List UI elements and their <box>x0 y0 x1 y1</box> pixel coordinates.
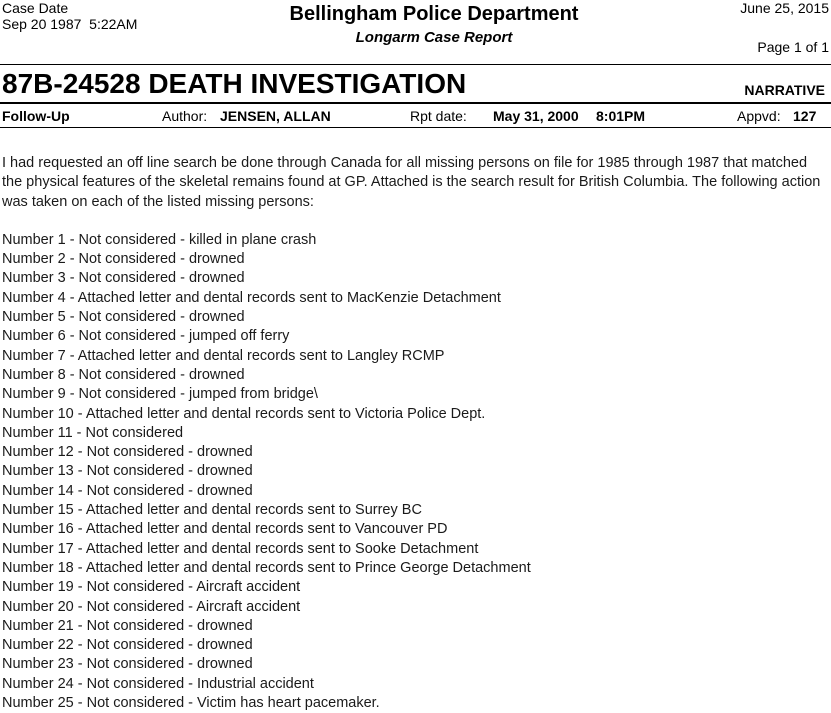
list-item: Number 2 - Not considered - drowned <box>2 251 245 268</box>
missing-persons-list <box>2 231 828 713</box>
page-number: Page 1 of 1 <box>757 39 829 55</box>
approved-value: 127 <box>793 108 817 124</box>
list-item: Number 18 - Attached letter and dental records sent to Prince George Detachment <box>2 559 531 576</box>
list-item: Number 17 - Attached letter and dental records sent to Sooke Detachment <box>2 540 479 557</box>
section-label: NARRATIVE <box>744 82 825 98</box>
approved-label: Appvd: <box>737 108 781 124</box>
header-divider <box>0 64 831 65</box>
list-item: Number 14 - Not considered - drowned <box>2 482 253 499</box>
list-item: Number 21 - Not considered - drowned <box>2 617 253 634</box>
author-name: JENSEN, ALLAN <box>220 108 331 124</box>
list-item: Number 22 - Not considered - drowned <box>2 637 253 654</box>
report-date: May 31, 2000 <box>493 108 579 124</box>
department-title: Bellingham Police Department <box>289 3 579 25</box>
print-date: June 25, 2015 <box>740 0 829 16</box>
list-item: Number 11 - Not considered <box>2 424 184 441</box>
list-item: Number 24 - Not considered - Industrial accident <box>2 675 314 692</box>
report-kind: Follow-Up <box>2 108 70 124</box>
report-time: 8:01PM <box>596 108 646 124</box>
list-item: Number 7 - Attached letter and dental records sent to Langley RCMP <box>2 347 445 364</box>
list-item: Number 3 - Not considered - drowned <box>2 270 245 287</box>
case-heading: 87B-24528 DEATH INVESTIGATION <box>2 68 467 99</box>
list-item: Number 6 - Not considered - jumped off ferry <box>2 328 290 345</box>
report-date-label: Rpt date: <box>410 108 467 124</box>
list-item: Number 16 - Attached letter and dental records sent to Vancouver PD <box>2 521 448 538</box>
author-label: Author: <box>162 108 208 124</box>
report-type-title: Longarm Case Report <box>355 29 513 46</box>
case-date-label: Case Date <box>2 0 69 16</box>
list-item: Number 19 - Not considered - Aircraft accident <box>2 579 301 596</box>
list-item: Number 20 - Not considered - Aircraft accident <box>2 598 301 615</box>
list-item: Number 23 - Not considered - drowned <box>2 656 253 673</box>
list-item: Number 12 - Not considered - drowned <box>2 444 253 461</box>
list-item: Number 10 - Attached letter and dental records sent to Victoria Police Dept. <box>2 405 486 422</box>
list-item: Number 15 - Attached letter and dental records sent to Surrey BC <box>2 502 422 519</box>
narrative-body <box>2 154 828 713</box>
list-item: Number 13 - Not considered - drowned <box>2 463 253 480</box>
list-item: Number 4 - Attached letter and dental records sent to MacKenzie Detachment <box>2 289 501 306</box>
list-item: Number 25 - Not considered - Victim has heart pacemaker. <box>2 695 380 712</box>
list-item: Number 1 - Not considered - killed in plane crash <box>2 231 317 248</box>
case-date-value: Sep 20 1987 5:22AM <box>2 16 138 32</box>
list-item: Number 9 - Not considered - jumped from bridge\ <box>2 386 318 403</box>
list-item: Number 5 - Not considered - drowned <box>2 309 245 326</box>
heading-divider <box>0 102 831 104</box>
list-item: Number 8 - Not considered - drowned <box>2 366 245 383</box>
narrative-intro: I had requested an off line search be done through Canada for all missing persons on file for 1985 through 1987 that matched the physical features of the skeletal remains found at GP. Attached is the search result for British Columbia. The following action was taken on each of the listed missing persons: <box>2 155 821 210</box>
meta-divider <box>0 127 831 128</box>
